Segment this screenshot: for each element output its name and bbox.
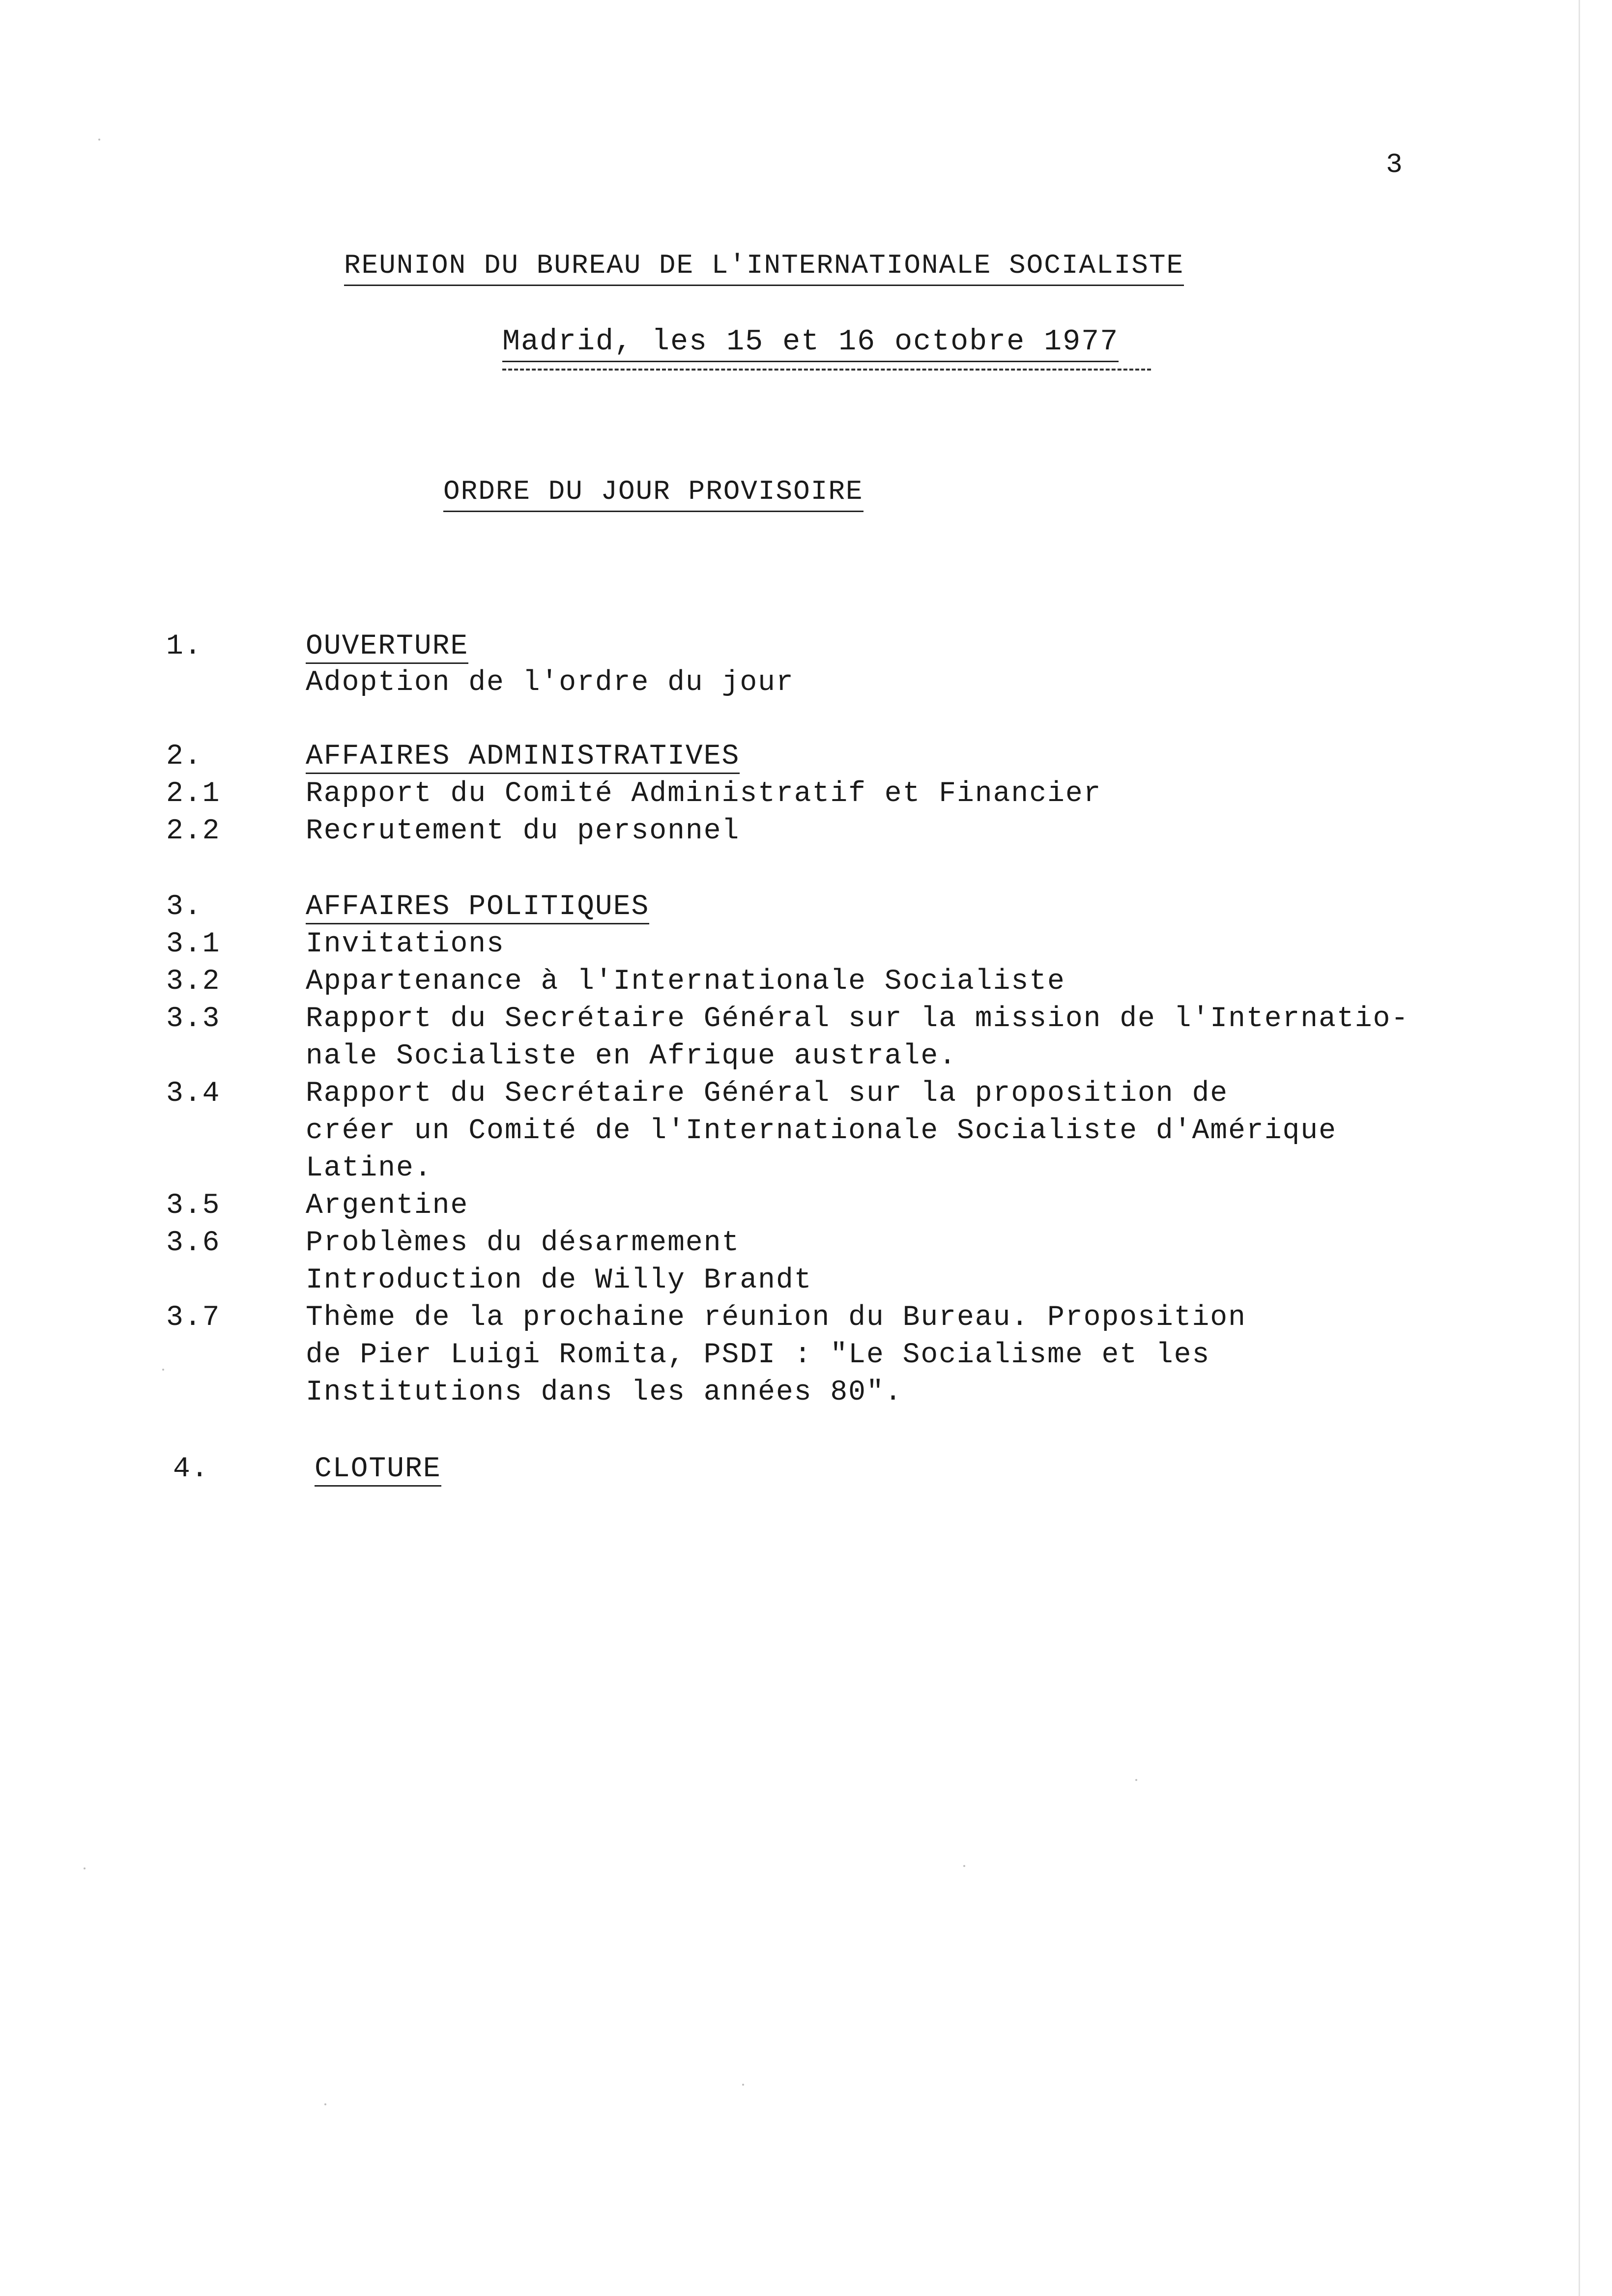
section-heading-text: CLOTURE bbox=[315, 1453, 441, 1487]
agenda-item-text: Rapport du Comité Administratif et Financier bbox=[306, 778, 1102, 810]
item-number: 3.6 bbox=[166, 1227, 221, 1259]
section-heading bbox=[315, 1451, 441, 1488]
section-number: 4. bbox=[173, 1453, 209, 1485]
section-number: 1. bbox=[166, 631, 202, 662]
scan-speck bbox=[963, 1865, 965, 1867]
scan-speck bbox=[98, 139, 100, 141]
item-number: 2.2 bbox=[166, 815, 221, 847]
item-number: 3.5 bbox=[166, 1190, 221, 1222]
agenda-item-text: Problèmes du désarmement bbox=[306, 1227, 740, 1259]
agenda-item-text: créer un Comité de l'Internationale Socialiste d'Amérique bbox=[306, 1115, 1337, 1147]
section-heading bbox=[306, 628, 468, 665]
item-number: 3.7 bbox=[166, 1302, 221, 1334]
meeting-date-location: Madrid, les 15 et 16 octobre 1977 bbox=[502, 324, 1119, 362]
dashed-underline bbox=[502, 369, 1151, 371]
agenda-item-text: Appartenance à l'Internationale Socialiste bbox=[306, 966, 1065, 998]
item-number: 3.4 bbox=[166, 1078, 221, 1110]
scan-speck bbox=[84, 1867, 86, 1869]
agenda-item-text: Recrutement du personnel bbox=[306, 815, 740, 847]
agenda-item-text: Rapport du Secrétaire Général sur la mission de l'Internatio- bbox=[306, 1003, 1410, 1035]
section-number: 3. bbox=[166, 891, 202, 923]
scan-speck bbox=[162, 1369, 164, 1371]
section-heading-text: AFFAIRES POLITIQUES bbox=[306, 891, 649, 924]
agenda-item-text: Introduction de Willy Brandt bbox=[306, 1264, 812, 1296]
agenda-item-text: Invitations bbox=[306, 928, 505, 960]
section-heading bbox=[306, 738, 740, 775]
agenda-item-text: de Pier Luigi Romita, PSDI : "Le Socialisme et les bbox=[306, 1339, 1210, 1371]
section-heading bbox=[306, 889, 649, 926]
agenda-item-text: Adoption de l'ordre du jour bbox=[306, 667, 794, 699]
agenda-item-text: nale Socialiste en Afrique australe. bbox=[306, 1040, 957, 1072]
scan-speck bbox=[1135, 1779, 1137, 1781]
item-number: 3.1 bbox=[166, 928, 221, 960]
agenda-item-text: Latine. bbox=[306, 1152, 432, 1184]
item-number: 3.2 bbox=[166, 966, 221, 998]
agenda-item-text: Rapport du Secrétaire Général sur la proposition de bbox=[306, 1078, 1229, 1110]
agenda-item-text: Thème de la prochaine réunion du Bureau. Proposition bbox=[306, 1302, 1246, 1334]
page-number: 3 bbox=[1386, 149, 1403, 180]
agenda-heading: ORDRE DU JOUR PROVISOIRE bbox=[443, 474, 864, 512]
section-number: 2. bbox=[166, 741, 202, 773]
section-heading-text: AFFAIRES ADMINISTRATIVES bbox=[306, 741, 740, 774]
item-number: 3.3 bbox=[166, 1003, 221, 1035]
agenda-item-text: Argentine bbox=[306, 1190, 469, 1222]
scan-speck bbox=[742, 2084, 744, 2086]
section-heading-text: OUVERTURE bbox=[306, 631, 468, 664]
item-number: 2.1 bbox=[166, 778, 221, 810]
page-edge-shadow bbox=[1579, 0, 1580, 2296]
scan-speck bbox=[324, 2103, 326, 2105]
agenda-item-text: Institutions dans les années 80". bbox=[306, 1377, 903, 1408]
document-title: REUNION DU BUREAU DE L'INTERNATIONALE SOCIALISTE bbox=[344, 248, 1184, 286]
